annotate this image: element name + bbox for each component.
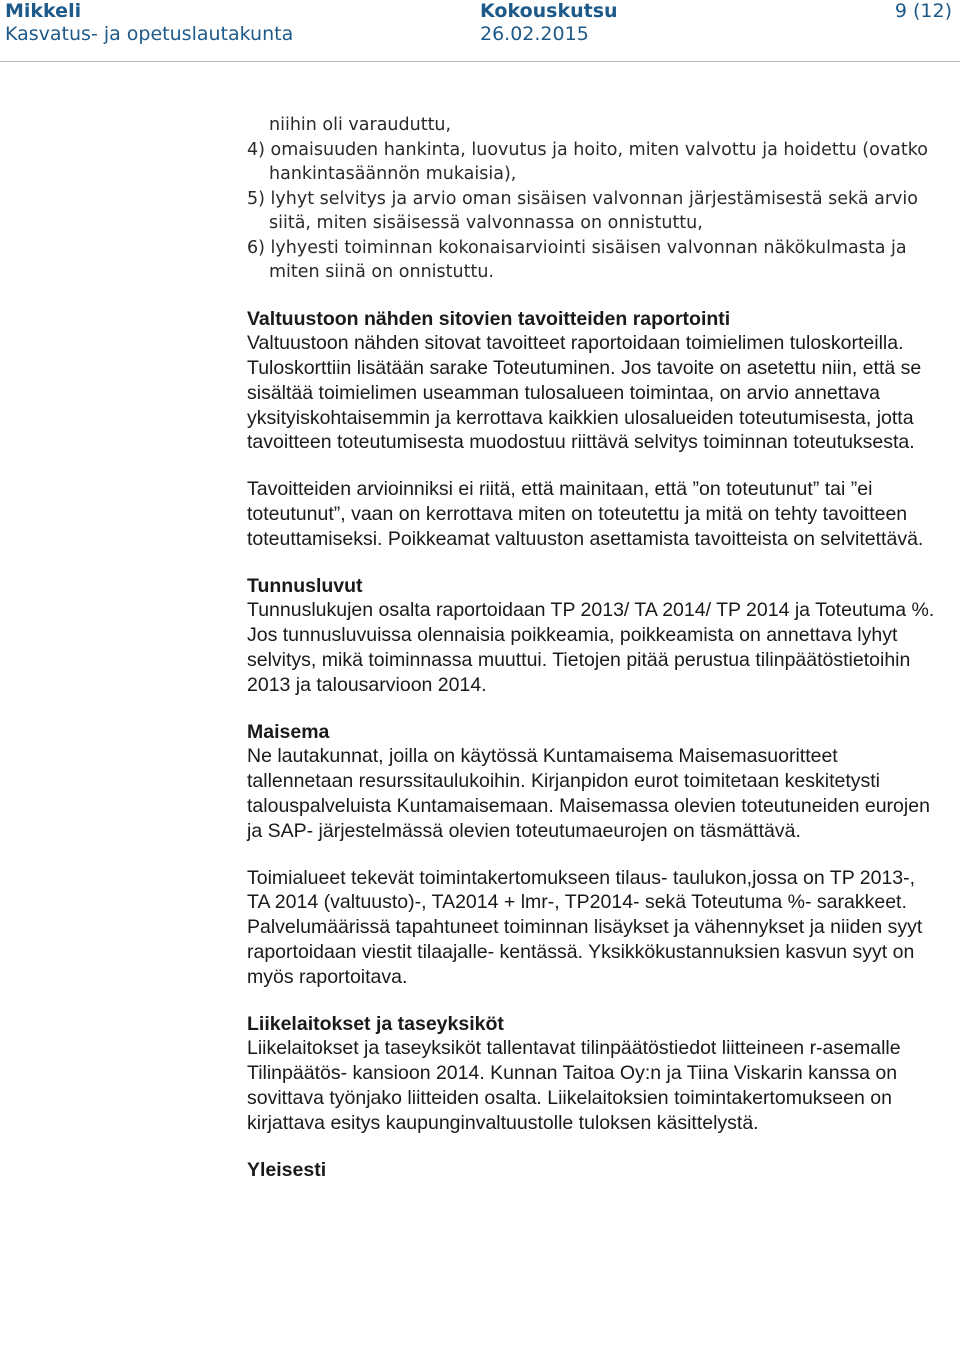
paragraph: Ne lautakunnat, joilla on käytössä Kuntamaisema Maisemasuoritteet tallennetaan resurssitaulukoihin. Kirjanpidon eurot toimitetaan keskitetysti talouspalveluista Kuntamaisemaan. Maisemassa olevien toteutuneiden eurojen ja SAP- järjestelmässä olevien toteutumaeurojen on täsmättävä. <box>247 745 930 842</box>
paragraph: Liikelaitokset ja taseyksiköt tallentavat tilinpäätöstiedot liitteineen r-asemalle Tilinpäätös- kansioon 2014. Kunnan Taitoa Oy:n ja Tiina Viskarin kanssa on sovittava työnjako liitteiden osalta. Liikelaitoksien toimintakertomukseen on kirjattava esitys kaupunginvaltuustolle tuloksen käsittelystä. <box>247 1037 901 1134</box>
committee-name: Kasvatus- ja opetuslautakunta <box>5 23 294 45</box>
section-heading: Yleisesti <box>247 1158 327 1181</box>
organization-name: Mikkeli <box>5 0 82 22</box>
section-liikelaitokset <box>247 1012 937 1136</box>
paragraph: Toimialueet tekevät toimintakertomukseen tilaus- taulukon,jossa on TP 2013-, TA 2014 (valtuusto)-, TA2014 + lmr-, TP2014- sekä Toteutuma %- sarakkeet. Palvelumäärissä tapahtuneet toiminnan lisäykset ja vähennykset ja niiden syyt raportoidaan viestit tilaajalle- kentässä. Yksikkökustannuksien kasvun syyt on myös raportoitava. <box>247 866 923 988</box>
list-item: 4) omaisuuden hankinta, luovutus ja hoito, miten valvottu ja hoidettu (ovatko hankintasäännön mukaisia), <box>247 139 928 184</box>
document-body <box>247 113 937 1182</box>
section-heading: Valtuustoon nähden sitovien tavoitteiden raportointi <box>247 307 731 330</box>
list-item: 6) lyhyesti toiminnan kokonaisarviointi sisäisen valvonnan näkökulmasta ja miten siinä on onnistuttu. <box>247 237 907 282</box>
section-heading: Liikelaitokset ja taseyksiköt <box>247 1012 504 1035</box>
header-divider <box>0 61 960 62</box>
section-maisema <box>247 720 937 990</box>
document-type: Kokouskutsu <box>480 0 618 22</box>
list-item: 5) lyhyt selvitys ja arvio oman sisäisen valvonnan järjestämisestä sekä arvio siitä, miten sisäisessä valvonnassa on onnistuttu, <box>247 188 918 233</box>
section-tunnusluvut <box>247 574 937 698</box>
paragraph: Tavoitteiden arvioinniksi ei riitä, että mainitaan, että ”on toteutunut” tai ”ei toteutunut”, vaan on kerrottava miten on toteutettu ja mitä on tehty tavoitteen toteuttamiseksi. Poikkeamat valtuuston asettamista tavoitteista on selvitettävä. <box>247 478 924 550</box>
section-heading: Maisema <box>247 720 330 743</box>
paragraph: Tunnuslukujen osalta raportoidaan TP 2013/ TA 2014/ TP 2014 ja Toteutuma %. Jos tunnusluvuissa olennaisia poikkeamia, poikkeamista on annettava lyhyt selvitys, mikä toiminnassa muuttui. Tietojen pitää perustua tilinpäätöstietoihin 2013 ja talousarvioon 2014. <box>247 599 935 696</box>
meeting-date: 26.02.2015 <box>480 23 589 45</box>
section-valtuusto <box>247 307 937 552</box>
section-heading: Tunnusluvut <box>247 574 363 597</box>
page-header <box>0 0 960 62</box>
paragraph: Valtuustoon nähden sitovat tavoitteet raportoidaan toimielimen tuloskorteilla. Tuloskorttiin lisätään sarake Toteutuminen. Jos tavoite on asetettu niin, että se sisältää toimielimen useamman tulosalueen toimintaa, on arvio annettava yksityiskohtaisemmin ja kerrottava kaikkien ulosalueiden toteutumisesta, jotta tavoitteen toteutumisesta muodostuu riittävä selvitys toiminnan toteutuksesta. <box>247 332 922 454</box>
numbered-list <box>247 113 937 285</box>
section-yleisesti <box>247 1158 937 1183</box>
list-continuation: niihin oli varauduttu, <box>269 115 452 135</box>
page-number: 9 (12) <box>894 0 952 22</box>
